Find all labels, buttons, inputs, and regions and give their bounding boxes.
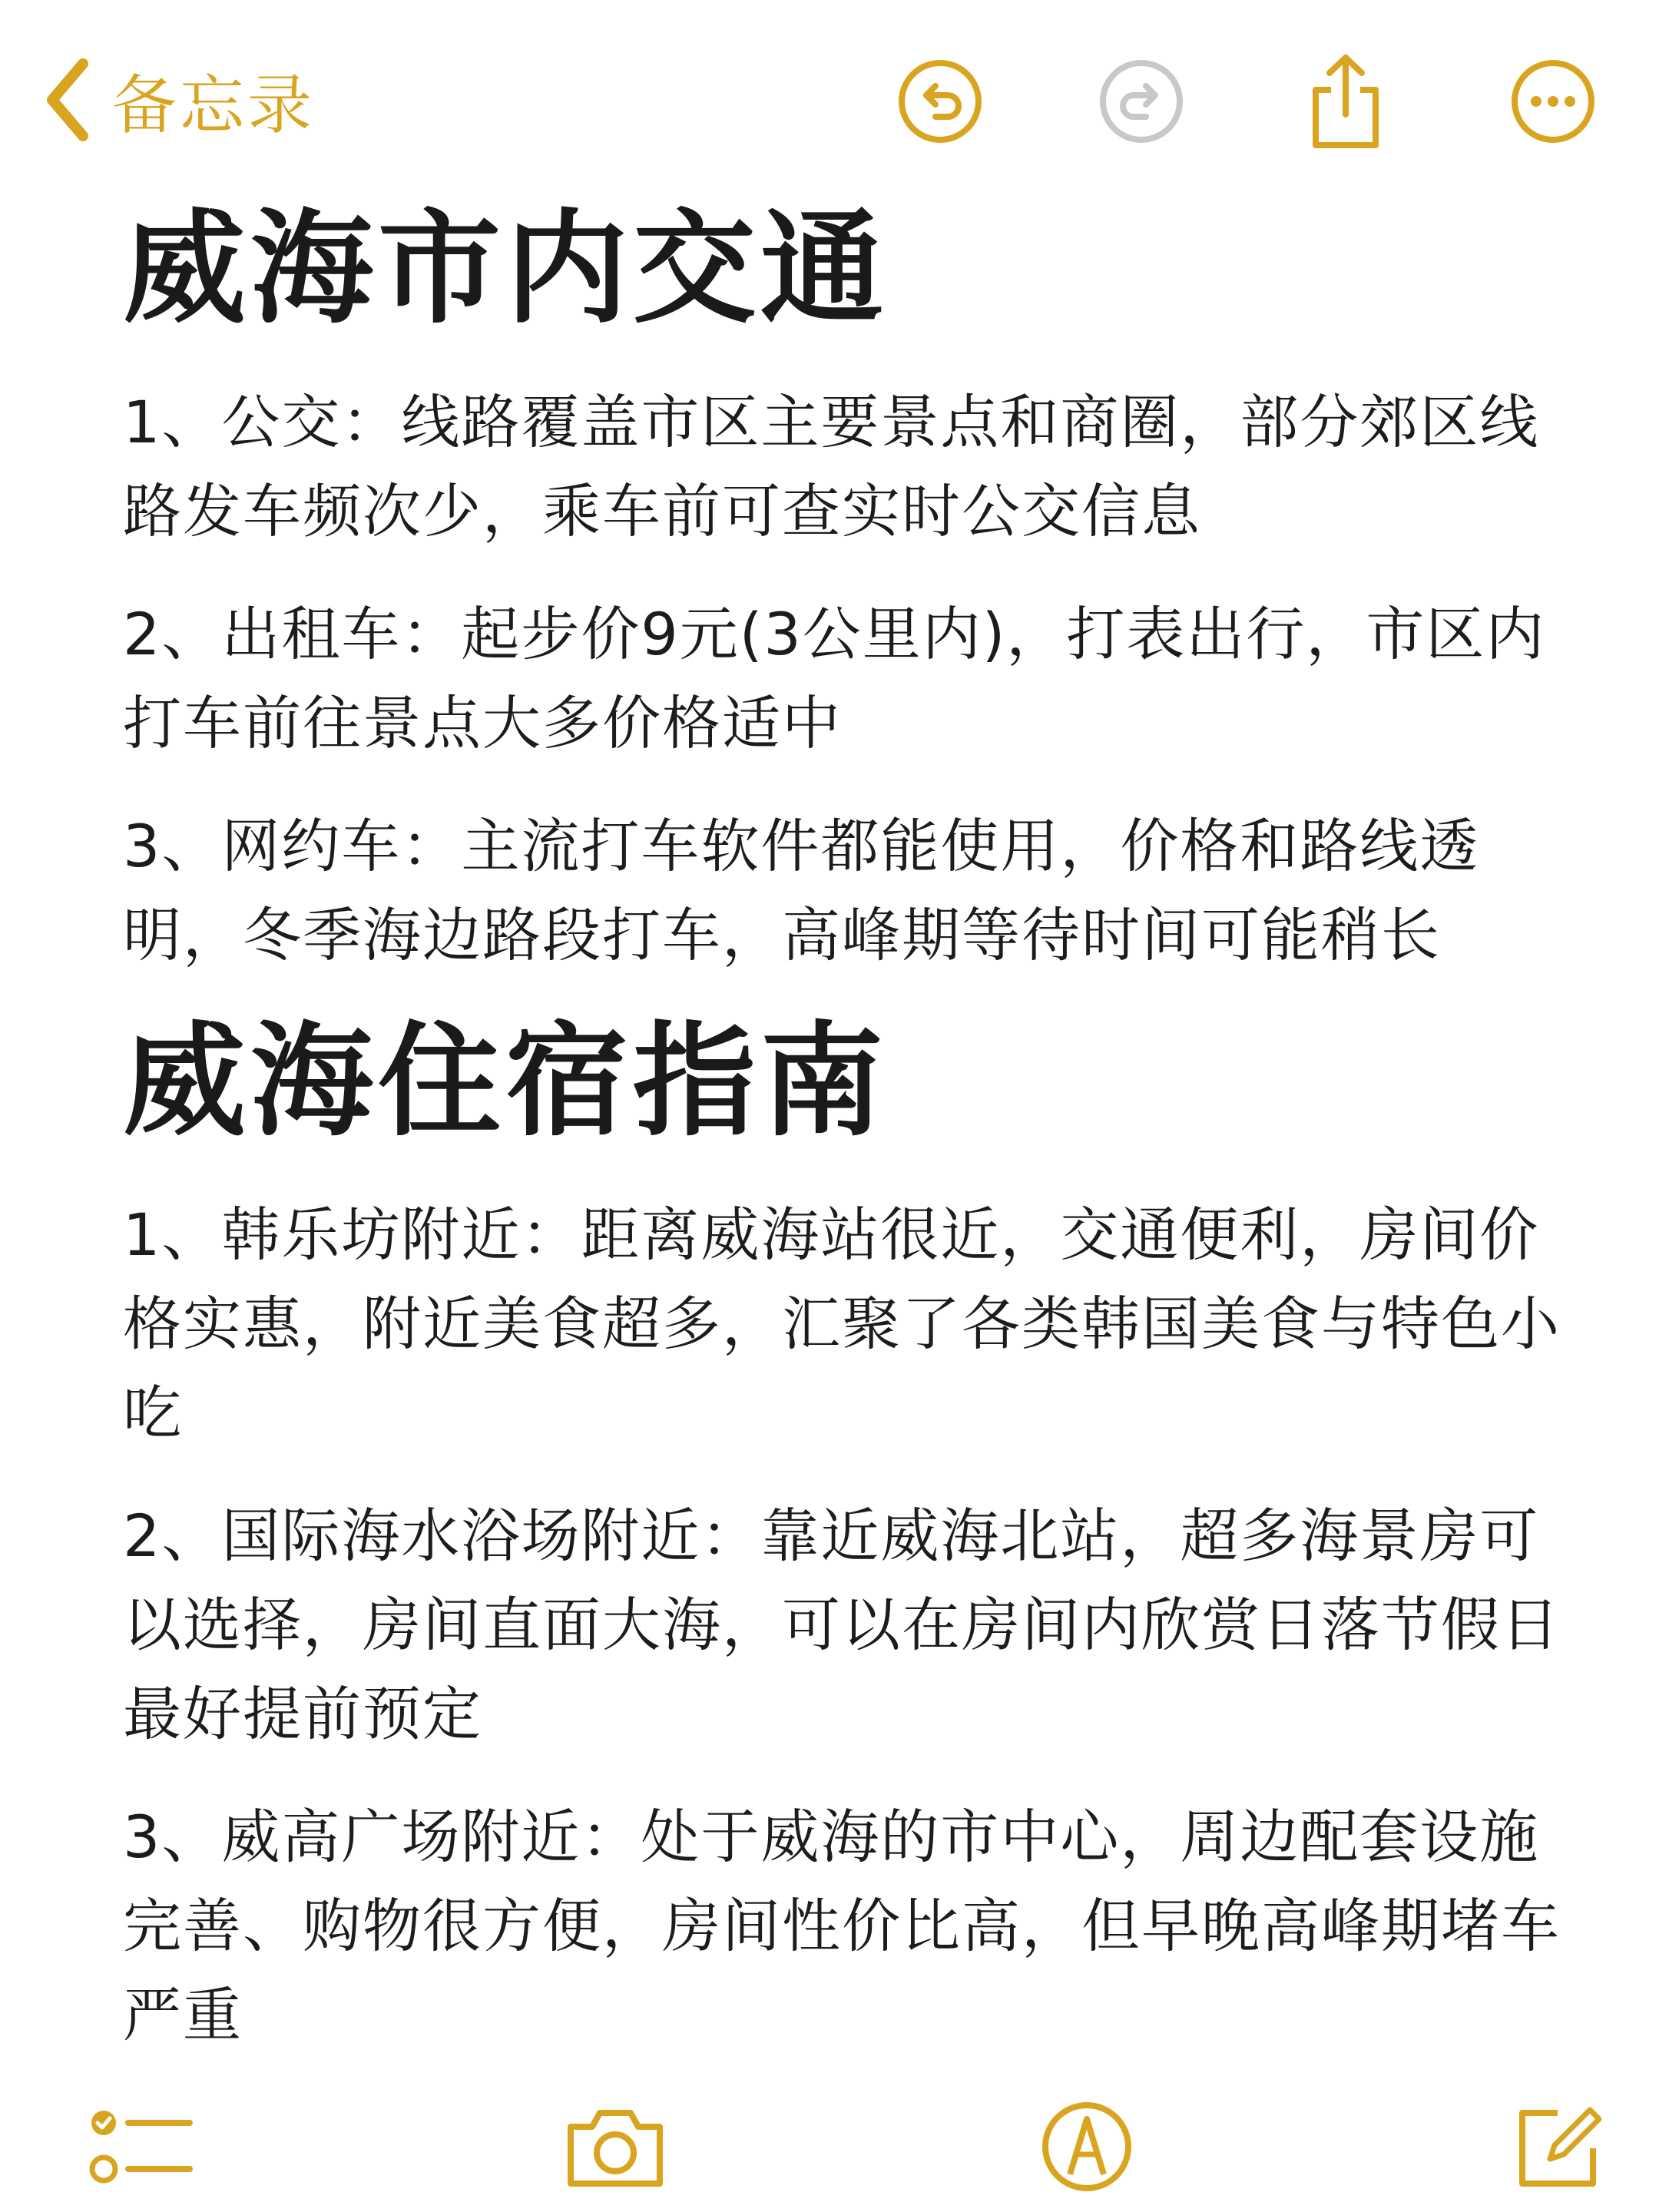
chevron-left-icon <box>45 58 91 142</box>
compose-button[interactable] <box>1502 2089 1617 2204</box>
note-paragraph: 1、韩乐坊附近：距离威海站很近，交通便利，房间价格实惠，附近美食超多，汇聚了各类韩国美食与特色小吃 <box>123 1200 1561 1447</box>
note-paragraph: 1、公交：线路覆盖市区主要景点和商圈，部分郊区线路发车频次少，乘车前可查实时公交信息 <box>123 388 1540 545</box>
checklist-icon <box>88 2104 196 2189</box>
camera-button[interactable] <box>558 2089 673 2204</box>
share-icon <box>1303 51 1388 151</box>
section-title: 威海住宿指南 <box>123 1009 889 1153</box>
back-label: 备忘录 <box>112 67 316 143</box>
share-button[interactable] <box>1300 55 1392 147</box>
note-paragraph: 2、国际海水浴场附近：靠近威海北站，超多海景房可以选择，房间直面大海，可以在房间内欣赏日落节假日最好提前预定 <box>123 1502 1561 1748</box>
navigation-bar <box>0 0 1659 200</box>
more-icon <box>1508 57 1598 146</box>
undo-button[interactable] <box>894 55 986 147</box>
note-paragraph: 2、出租车：起步价9元(3公里内)，打表出行，市区内打车前往景点大多价格适中 <box>123 600 1546 757</box>
redo-button[interactable] <box>1095 55 1187 147</box>
note-paragraph: 3、网约车：主流打车软件都能使用，价格和路线透明，冬季海边路段打车，高峰期等待时间可能稍长 <box>123 812 1480 969</box>
undo-icon <box>896 57 985 146</box>
section-title: 威海市内交通 <box>123 197 889 340</box>
checklist-button[interactable] <box>84 2089 200 2204</box>
markup-icon <box>1039 2099 1134 2194</box>
markup-button[interactable] <box>1029 2089 1144 2204</box>
back-button[interactable] <box>45 54 315 146</box>
bottom-toolbar <box>0 2089 1659 2212</box>
compose-icon <box>1512 2099 1607 2194</box>
redo-icon <box>1097 57 1186 146</box>
more-button[interactable] <box>1507 55 1599 147</box>
note-paragraph: 3、威高广场附近：处于威海的市中心，周边配套设施完善、购物很方便，房间性价比高，但早晚高峰期堵车严重 <box>123 1803 1561 2049</box>
note-body[interactable] <box>123 192 1598 2060</box>
camera-icon <box>561 2101 669 2193</box>
